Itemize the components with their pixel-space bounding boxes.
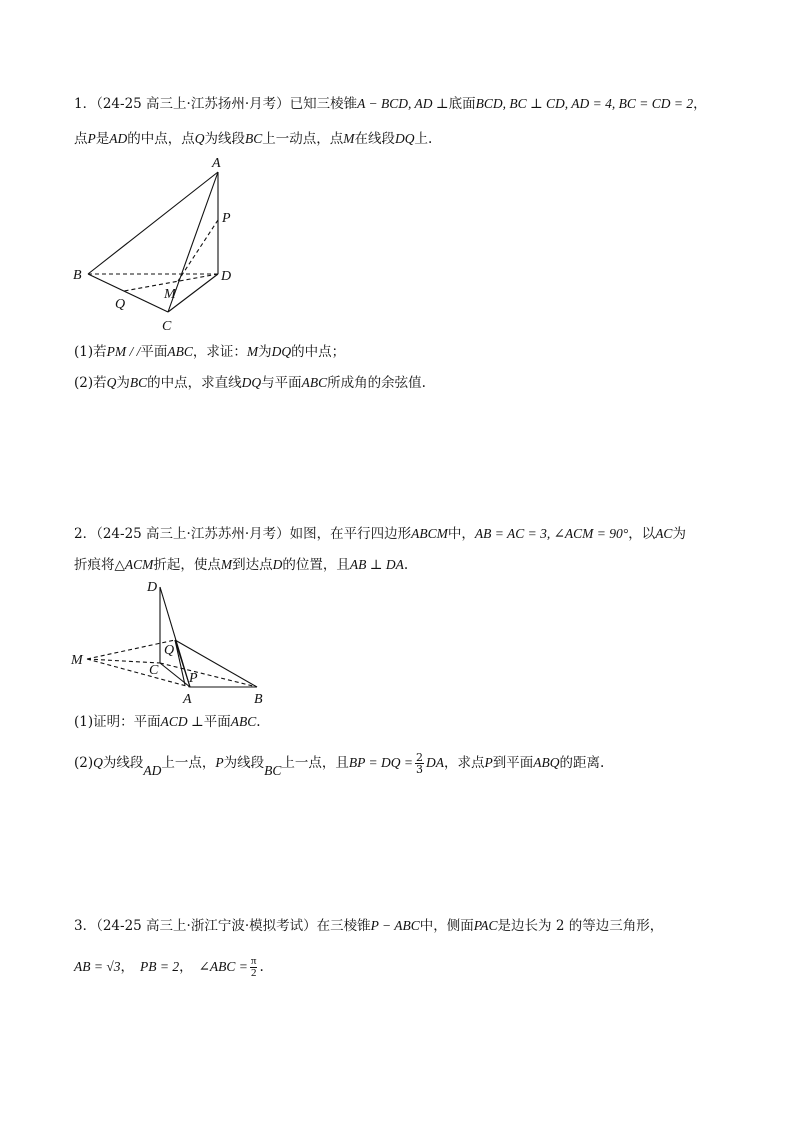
label-M: M <box>71 653 83 668</box>
edge-MQ <box>87 640 175 659</box>
edge-BC <box>88 274 168 312</box>
problem-1-statement-line2: 点P是AD的中点，点Q为线段BC上一动点，点M在线段DQ上. <box>74 131 433 147</box>
problem-2-question-1: (1)证明：平面ACD ⊥平面ABC. <box>74 714 261 730</box>
problem-3-statement-line2: AB = √3， PB = 2， ∠ABC = $\frac{\pi}{2}$ . <box>74 955 264 979</box>
fraction-pi-over-2: $\frac{\pi}{2}$ <box>250 955 257 979</box>
label-C: C <box>162 319 172 334</box>
label-Q: Q <box>115 297 126 312</box>
label-B: B <box>254 692 263 707</box>
label-P: P <box>189 671 198 686</box>
problem-2-question-2: (2)Q为线段AD上一点，P为线段BC上一点，且BP = DQ = $\frac{2}{3}$ DA，求点P到平面ABQ的距离. <box>74 751 605 778</box>
problem-1-figure <box>60 150 260 340</box>
label-B: B <box>73 268 82 283</box>
fraction-two-thirds: $\frac{2}{3}$ <box>415 751 423 776</box>
edge-AB <box>88 172 218 274</box>
label-Q: Q <box>164 643 175 658</box>
problem-2-statement-line2: 折痕将△ACM折起，使点M到达点D的位置，且AB ⊥ DA. <box>74 557 409 573</box>
edge-MA <box>87 659 190 687</box>
label-C: C <box>149 663 159 678</box>
problem-2-statement: 2．（24-25 高三上·江苏苏州·月考）如图，在平行四边形ABCM中，AB = AC = 3, ∠ACM = 90°，以AC为 <box>74 526 686 542</box>
label-D: D <box>221 269 232 284</box>
problem-2-figure <box>65 575 275 710</box>
problem-1-question-1: (1)若PM / /平面ABC，求证：M为DQ的中点； <box>74 344 346 360</box>
label-P: P <box>222 211 231 226</box>
label-A: A <box>183 692 192 707</box>
edge-QP <box>175 640 185 685</box>
problem-3-statement: 3．（24-25 高三上·浙江宁波·模拟考试）在三棱锥P − ABC中，侧面PAC是边长为 2 的等边三角形， <box>74 918 664 934</box>
label-D: D <box>147 580 158 595</box>
problem-1-question-2: (2)若Q为BC的中点，求直线DQ与平面ABC所成角的余弦值. <box>74 375 426 391</box>
label-M: M <box>164 287 176 302</box>
label-A: A <box>212 156 221 171</box>
problem-1-statement: 1．（24-25 高三上·江苏扬州·月考）已知三棱锥A − BCD, AD ⊥底面BCD, BC ⊥ CD, AD = 4, BC = CD = 2， <box>74 96 707 112</box>
